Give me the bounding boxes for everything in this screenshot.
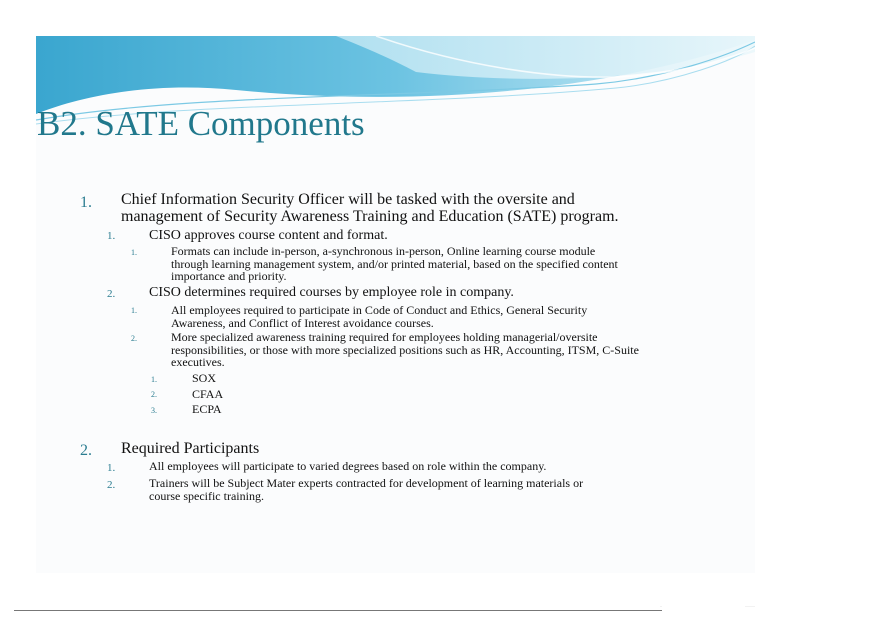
list-item-text: CISO determines required courses by employee role in company.	[149, 285, 514, 300]
list-item-text: More specialized awareness training required for employees holding managerial/oversite	[171, 330, 598, 344]
list-number: 1.	[107, 462, 116, 474]
list-item-text: SOX	[192, 371, 217, 385]
list-number: 2.	[107, 479, 116, 491]
list-item-text: Awareness, and Conflict of Interest avoidance courses.	[171, 316, 434, 330]
list-item-text: Formats can include in-person, a-synchronous in-person, Online learning course module	[171, 244, 596, 258]
list-item-text: All employees required to participate in Code of Conduct and Ethics, General Security	[171, 303, 588, 317]
footer-rule	[14, 610, 662, 611]
list-item-text: ECPA	[192, 402, 222, 416]
list-number: 2.	[80, 442, 92, 459]
list-number: 3.	[151, 406, 157, 415]
list-number: 1.	[151, 375, 157, 384]
list-item-text: management of Security Awareness Training and Education (SATE) program.	[121, 208, 619, 225]
list-item-text: CFAA	[192, 387, 224, 401]
slide-title: B2. SATE Components	[37, 104, 365, 143]
list-item-text: course specific training.	[149, 489, 264, 503]
list-item-text: importance and priority.	[171, 269, 287, 283]
list-number: 2.	[151, 390, 157, 399]
list-item-text: Trainers will be Subject Mater experts contracted for development of learning materials or	[149, 476, 584, 490]
list-item-text: through learning management system, and/or printed material, based on the specified content	[171, 257, 618, 271]
footer-mark: ·	[660, 604, 662, 610]
list-item-text: All employees will participate to varied degrees based on role within the company.	[149, 459, 547, 473]
list-number: 1.	[107, 230, 116, 242]
list-item-text: responsibilities, or those with more specialized positions such as HR, Accounting, ITSM, C-Suite	[171, 343, 639, 357]
list-number: 2.	[107, 288, 116, 300]
list-item-text: Required Participants	[121, 440, 260, 457]
list-item-text: Chief Information Security Officer will be tasked with the oversite and	[121, 191, 575, 208]
list-number: 1.	[131, 248, 137, 257]
footer-mark: ·····	[745, 604, 755, 610]
list-number: 2.	[131, 334, 137, 343]
list-item-text: executives.	[171, 355, 225, 369]
list-item-text: CISO approves course content and format.	[149, 228, 388, 243]
list-number: 1.	[131, 306, 137, 315]
list-number: 1.	[80, 194, 92, 211]
